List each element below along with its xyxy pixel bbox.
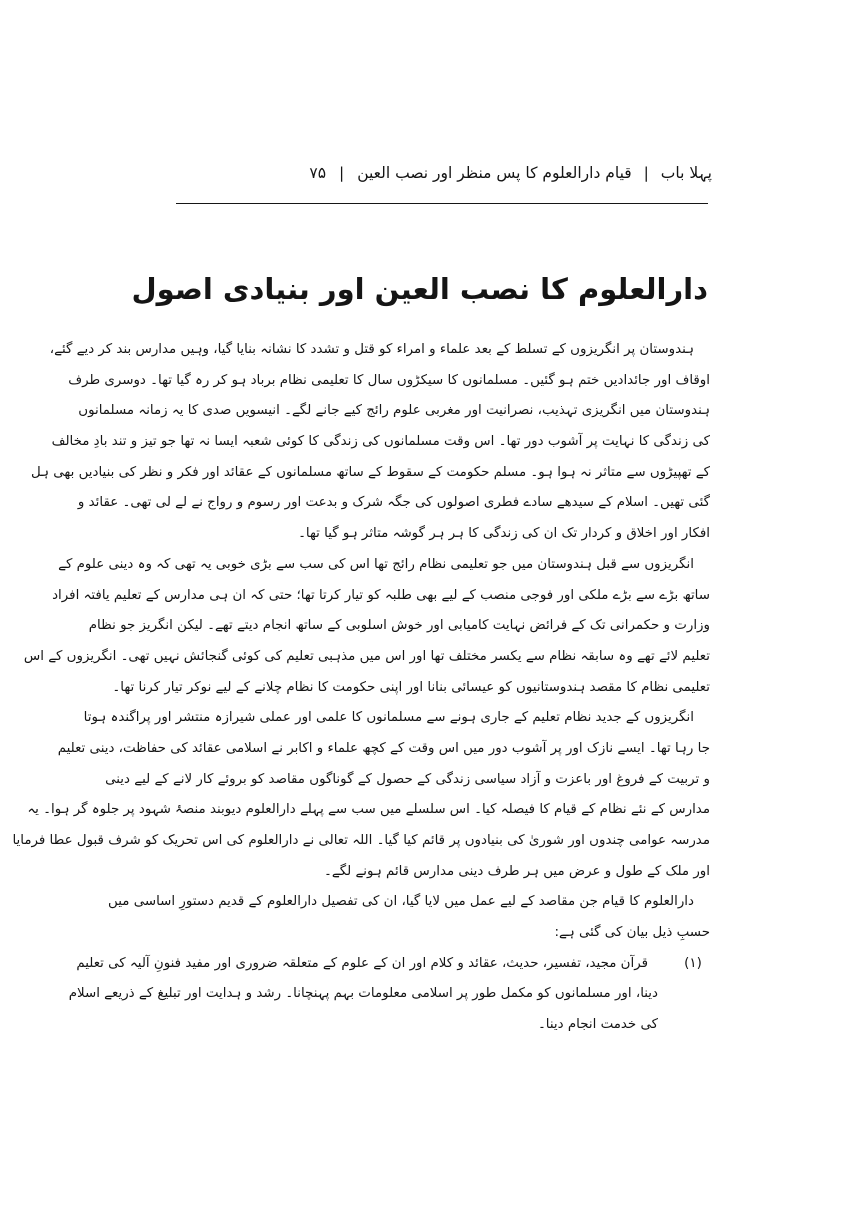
text-line: ہندوستان پر انگریزوں کے تسلط کے بعد علماء و امراء کو قتل و تشدد کا نشانہ بنایا گیا، وہیں مدارس بند کر دیے گئے، xyxy=(49,342,694,357)
paragraph-4 xyxy=(108,887,710,948)
text-line: کی زندگی کا نہایت پر آشوب دور تھا۔ اس وقت مسلمانوں کی زندگی کا کوئی شعبہ ایسا نہ تھا جو تیز و تند بادِ مخالف xyxy=(51,434,710,450)
text-line: و تربیت کے فروغ اور باعزت و آزاد سیاسی زندگی کے حصول کے گوناگوں مقاصد کو بروئے کار لانے کے لیے دینی xyxy=(105,771,710,787)
chapter-label: پہلا باب xyxy=(660,164,712,182)
text-line: افکار اور اخلاق و کردار تک ان کی زندگی کا ہر ہر گوشہ متاثر ہو گیا تھا۔ xyxy=(298,526,710,542)
paragraph-1 xyxy=(31,335,710,550)
paragraph-3 xyxy=(12,703,710,887)
text-line: تعلیمی نظام کا مقصد ہندوستانیوں کو عیسائی بنانا اور اپنی حکومت کا نظام چلانے کے لیے نوکر تیار کرنا تھا۔ xyxy=(112,679,710,695)
text-line: کے تھپیڑوں سے متاثر نہ ہوا ہو۔ مسلم حکومت کے سقوط کے ساتھ مسلمانوں کے عقائد اور فکر و نظر کی بنیادیں بھی ہل xyxy=(31,464,710,480)
header-separator: | xyxy=(643,164,649,182)
text-line: کی خدمت انجام دینا۔ xyxy=(537,1017,658,1033)
numbered-item-1 xyxy=(68,949,710,1041)
item-number: (۱) xyxy=(684,955,702,971)
section-title: دارالعلوم کا نصب العین اور بنیادی اصول xyxy=(131,272,708,306)
page-number: ۷۵ xyxy=(309,164,327,182)
text-line: انگریزوں سے قبل ہندوستان میں جو تعلیمی نظام رائج تھا اس کی سب سے بڑی خوبی یہ تھی کہ وہ دینی علوم کے xyxy=(58,556,694,572)
body-text xyxy=(12,335,710,1041)
text-line: اوقاف اور جائدادیں ختم ہو گئیں۔ مسلمانوں کا سیکڑوں سال کا تعلیمی نظام برباد ہو کر رہ گیا تھا۔ دوسری طرف xyxy=(68,372,710,388)
header-divider xyxy=(176,203,708,204)
text-line: انگریزوں کے جدید نظام تعلیم کے جاری ہونے سے مسلمانوں کا علمی اور عملی شیرازہ منتشر اور پراگندہ ہوتا xyxy=(83,710,694,726)
text-line: گئی تھیں۔ اسلام کے سیدھے سادے فطری اصولوں کی جگہ شرک و بدعت اور رسوم و رواج نے لے لی تھی۔ عقائد و xyxy=(77,495,710,511)
text-line: دینا، اور مسلمانوں کو مکمل طور پر اسلامی معلومات بہم پہنچانا۔ رشد و ہدایت اور تبلیغ کے ذریعے اسلام xyxy=(68,986,658,1002)
text-line: ساتھ بڑے سے بڑے ملکی اور فوجی منصب کے لیے بھی طلبہ کو تیار کرتا تھا؛ حتی کہ ان ہی مدارس کے تعلیم یافتہ افراد xyxy=(52,587,710,603)
text-line: قرآن مجید، تفسیر، حدیث، عقائد و کلام اور ان کے علوم کے متعلقہ ضروری اور مفید فنونِ آلیہ کی تعلیم xyxy=(76,955,648,971)
text-line: جا رہا تھا۔ ایسے نازک اور پر آشوب دور میں اس وقت کے کچھ علماء و اکابر نے اسلامی عقائد کی حفاظت، دینی تعلیم xyxy=(57,740,710,756)
paragraph-2 xyxy=(23,550,710,703)
text-line: دارالعلوم کا قیام جن مقاصد کے لیے عمل میں لایا گیا، ان کی تفصیل دارالعلوم کے قدیم دستورِ اساسی میں xyxy=(108,894,694,910)
text-line: مدارس کے نئے نظام کے قیام کا فیصلہ کیا۔ اس سلسلے میں سب سے پہلے دارالعلوم دیوبند منصۂ شہود پر جلوہ گر ہوا۔ یہ xyxy=(27,802,710,818)
text-line: وزارت و حکمرانی تک کے فرائض نہایت کامیابی اور خوش اسلوبی کے ساتھ انجام دیتے تھے۔ لیکن انگریز جو نظام xyxy=(88,618,710,634)
header-separator: | xyxy=(339,164,345,182)
text-line: ہندوستان میں انگریزی تہذیب، نصرانیت اور مغربی علوم رائج کیے جانے لگے۔ انیسویں صدی کا یہ زمانہ مسلمانوں xyxy=(78,403,710,419)
text-line: تعلیم لائے تھے وہ سابقہ نظام سے یکسر مختلف تھا اور اس میں مذہبی تعلیم کی کوئی گنجائش نہیں تھی۔ انگریزوں کے اس xyxy=(23,648,710,664)
text-line: مدرسہ عوامی چندوں اور شوریٰ کی بنیادوں پر قائم کیا گیا۔ اللہ تعالی نے دارالعلوم کی اس تحریک کو شرف قبول عطا فرمایا xyxy=(12,833,710,848)
text-line: حسبِ ذیل بیان کی گئی ہے: xyxy=(554,925,710,941)
chapter-name: قیام دارالعلوم کا پس منظر اور نصب العین xyxy=(357,164,632,182)
text-line: اور ملک کے طول و عرض میں ہر طرف دینی مدارس قائم ہونے لگے۔ xyxy=(324,863,710,879)
running-header xyxy=(180,156,712,190)
